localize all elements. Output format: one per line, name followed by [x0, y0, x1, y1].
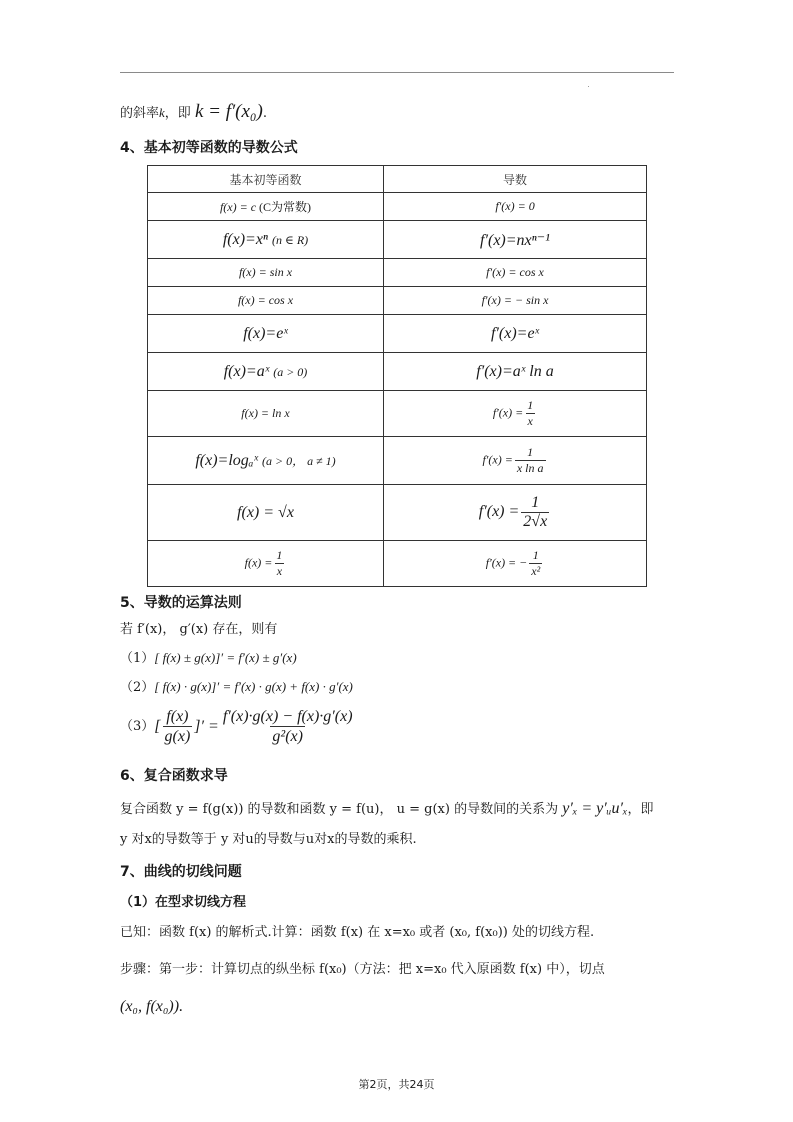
func-cell: f(x) = sin x	[148, 259, 384, 287]
deriv-cell: f′(x)=eˣ	[384, 315, 647, 353]
header-mark	[588, 86, 589, 87]
table-row	[148, 287, 647, 315]
table-row	[148, 541, 647, 587]
slope-line	[120, 101, 267, 124]
func-cell: f(x) = cos x	[148, 287, 384, 315]
fraction: $\frac{1}{\text{x ln a}}$	[516, 445, 544, 475]
table-row	[148, 315, 647, 353]
section-7-title: 7、曲线的切线问题	[120, 864, 242, 880]
table-row	[148, 259, 647, 287]
known-text: 已知：函数 f(x) 的解析式.计算：函数 f(x) 在 x=x₀ 或者 (x₀, f(x₀)) 处的切线方程.	[120, 925, 595, 940]
deriv-cell: f′(x) = $\frac{1}{\text{x ln a}}$	[384, 437, 647, 485]
header-rule	[120, 72, 674, 73]
deriv-cell: f′(x) = 0	[384, 193, 647, 221]
table-row	[148, 221, 647, 259]
section-4-title: 4、基本初等函数的导数公式	[120, 140, 298, 156]
rules-intro: 若 f′(x)， g′(x) 存在，则有	[120, 622, 278, 637]
deriv-cell: f′(x)=aˣ ln a	[384, 353, 647, 391]
table-row	[148, 485, 647, 541]
deriv-cell: f′(x) = − $\frac{1}{\text{x²}}$	[384, 541, 647, 587]
header-function: 基本初等函数	[148, 166, 384, 193]
func-cell: f(x)=xⁿ (n ∈ R)	[148, 221, 384, 259]
tangent-point: (x₀, f(x₀)).	[120, 998, 184, 1015]
deriv-cell: f′(x) = − sin x	[384, 287, 647, 315]
slope-sep: ，即	[164, 106, 195, 121]
slope-text: 的斜率	[120, 106, 160, 121]
fraction: $\frac{f(x)}{g(x)}$	[164, 708, 191, 746]
rule-1: （1）[ f(x) ± g(x)]′ = f′(x) ± g′(x)	[120, 650, 297, 666]
table-row	[148, 353, 647, 391]
table-header-row	[148, 166, 647, 193]
fraction: $\frac{1}{\text{x²}}$	[531, 548, 541, 578]
composite-explanation: y 对x的导数等于 y 对u的导数与u对x的导数的乘积.	[120, 832, 417, 847]
rule-2: （2）[ f(x) · g(x)]′ = f′(x) · g(x) + f(x) · g′(x)	[120, 679, 353, 695]
func-cell: f(x)=aˣ (a > 0)	[148, 353, 384, 391]
func-cell: f(x) = $\frac{1}{x}$	[148, 541, 384, 587]
deriv-cell: f′(x) = $\frac{1}{x}$	[384, 391, 647, 437]
fraction: $\frac{1}{x}$	[527, 398, 534, 428]
section-5-title: 5、导数的运算法则	[120, 595, 242, 611]
func-cell: f(x)=eˣ	[148, 315, 384, 353]
slope-formula: k = f′(x₀)	[194, 101, 263, 122]
slope-end: .	[262, 106, 267, 121]
func-cell: f(x) = c (C为常数)	[148, 193, 384, 221]
deriv-cell: f′(x)=nxⁿ⁻¹	[384, 221, 647, 259]
page-number: 第2页，共24页	[358, 1078, 435, 1091]
step-text: 步骤：第一步：计算切点的纵坐标 f(x₀)（方法：把 x=x₀ 代入原函数 f(x) 中），切点	[120, 962, 605, 977]
func-cell: f(x) = √x	[148, 485, 384, 541]
rule-3: （3） [ $\frac{f(x)}{g(x)}$ ]′ = $\frac{f'(x)\cdot g(x) - f(x)\cdot g'(x)}{\text{g²(x)}}$	[120, 708, 353, 746]
header-derivative: 导数	[384, 166, 647, 193]
fraction: $\frac{f'(x)\cdot g(x) - f(x)\cdot g'(x)}{\text{g²(x)}}$	[222, 708, 353, 746]
slope-k: k	[159, 105, 165, 120]
table-row	[148, 391, 647, 437]
section-6-title: 6、复合函数求导	[120, 768, 228, 784]
fraction: $\frac{1}{2√x}$	[523, 494, 548, 530]
deriv-cell: f′(x) = $\frac{1}{2√x}$	[384, 485, 647, 541]
subsection-title: （1）在型求切线方程	[120, 895, 247, 910]
deriv-cell: f′(x) = cos x	[384, 259, 647, 287]
composite-relation: 复合函数 y = f(g(x)) 的导数和函数 y = f(u)， u = g(x) 的导数间的关系为 y′ₓ = y′ᵤu′ₓ，即	[120, 800, 654, 817]
table-row	[148, 193, 647, 221]
func-cell: f(x) = ln x	[148, 391, 384, 437]
func-cell: f(x)=logₐˣ (a > 0， a ≠ 1)	[148, 437, 384, 485]
fraction: $\frac{1}{x}$	[276, 548, 283, 578]
table-row	[148, 437, 647, 485]
derivative-formula-table	[147, 165, 647, 587]
